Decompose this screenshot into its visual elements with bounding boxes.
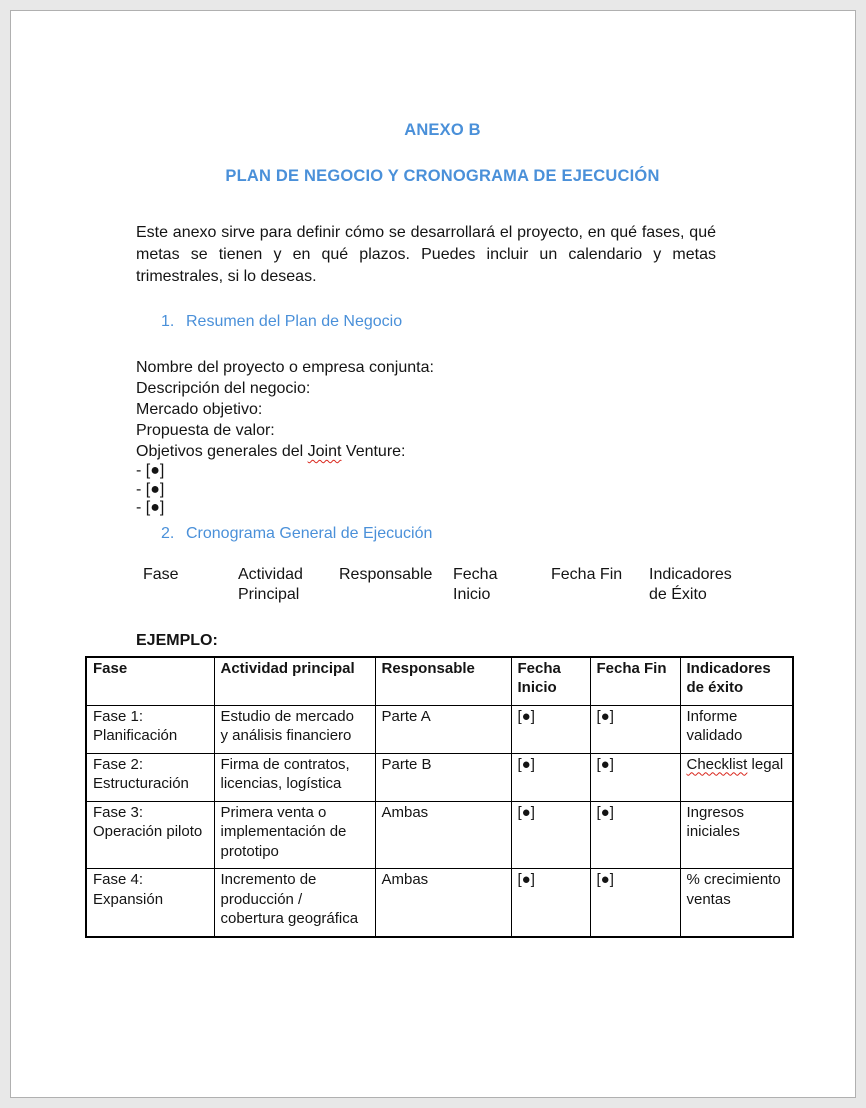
column-label-fecha-inicio: Fecha Inicio [453,565,498,603]
table-header-fecha-inicio: Fecha Inicio [511,657,590,706]
table-cell: [●] [590,753,680,801]
misspelled-word-checklist: Checklist [686,755,748,773]
placeholder-bullet: - [●] [136,462,165,479]
table-cell: Parte B [375,753,511,801]
section-1-number: 1. [161,313,175,330]
column-label-indicadores: Indicadores de Éxito [649,565,732,603]
objectives-suffix: Venture: [341,443,406,460]
column-label-actividad: Actividad Principal [238,565,303,603]
section-2-number: 2. [161,524,175,542]
table-header-indicadores: Indicadores de éxito [680,657,793,706]
table-cell: Ambas [375,801,511,869]
table-cell: [●] [590,869,680,937]
section-1-title: Resumen del Plan de Negocio [186,313,403,330]
page-title: ANEXO B [404,121,481,139]
table-cell: Fase 1: Planificación [86,705,214,753]
table-row-fase-3 [86,801,793,869]
table-cell: Firma de contratos, licencias, logística [214,753,375,801]
column-label-fecha-fin: Fecha Fin [551,565,623,583]
example-label: EJEMPLO: [136,631,218,649]
table-cell: [●] [511,801,590,869]
section-2-title: Cronograma General de Ejecución [186,524,433,542]
placeholder-bullet: - [●] [136,480,165,498]
intro-paragraph: Este anexo sirve para definir cómo se desarrollará el proyecto, en qué fases, qué metas se tienen y en qué plazos. Puedes incluir un calendario y metas trimestrales, si lo deseas. [136,224,716,285]
table-cell: Informe validado [680,705,793,753]
table-cell: [●] [590,705,680,753]
table-cell [680,753,793,801]
table-cell: Ingresos iniciales [680,801,793,869]
table-cell: [●] [511,705,590,753]
table-cell: Ambas [375,869,511,937]
section-1-heading [136,312,749,332]
placeholder-bullet: - [●] [136,499,165,516]
field-label-business-description: Descripción del negocio: [136,380,311,397]
table-header-actividad: Actividad principal [214,657,375,706]
table-cell: % crecimiento ventas [680,869,793,937]
field-label-value-proposition: Propuesta de valor: [136,422,275,439]
field-label-target-market: Mercado objetivo: [136,401,263,418]
table-cell: Fase 3: Operación piloto [86,801,214,869]
table-cell: [●] [511,869,590,937]
table-cell: Parte A [375,705,511,753]
document-page [10,10,856,1098]
field-label-project-name: Nombre del proyecto o empresa conjunta: [136,359,434,376]
table-row-fase-1 [86,705,793,753]
misspelled-word-joint: Joint [307,443,342,460]
table-cell-text: legal [747,755,784,773]
column-label-responsable: Responsable [339,565,433,583]
table-header-responsable: Responsable [375,657,511,706]
column-label-fase: Fase [143,565,179,583]
example-table [85,656,794,938]
table-header-fase: Fase [86,657,214,706]
document-content [11,121,855,938]
table-cell: Incremento de producción / cobertura geográfica [214,869,375,937]
objectives-prefix: Objetivos generales del [136,443,308,460]
section-2-heading [136,524,749,544]
summary-fields [136,357,749,462]
objective-placeholders [136,462,749,518]
page-subtitle: PLAN DE NEGOCIO Y CRONOGRAMA DE EJECUCIÓN [225,167,660,185]
table-row-fase-4 [86,869,793,937]
table-cell: Fase 4: Expansión [86,869,214,937]
table-cell: [●] [511,753,590,801]
field-label-objectives [136,441,749,462]
table-cell: [●] [590,801,680,869]
table-row-fase-2 [86,753,793,801]
table-header-row [86,657,793,706]
table-cell: Primera venta o implementación de prototipo [214,801,375,869]
table-cell: Fase 2: Estructuración [86,753,214,801]
table-header-fecha-fin: Fecha Fin [590,657,680,706]
table-cell: Estudio de mercado y análisis financiero [214,705,375,753]
schedule-column-labels [143,565,749,605]
